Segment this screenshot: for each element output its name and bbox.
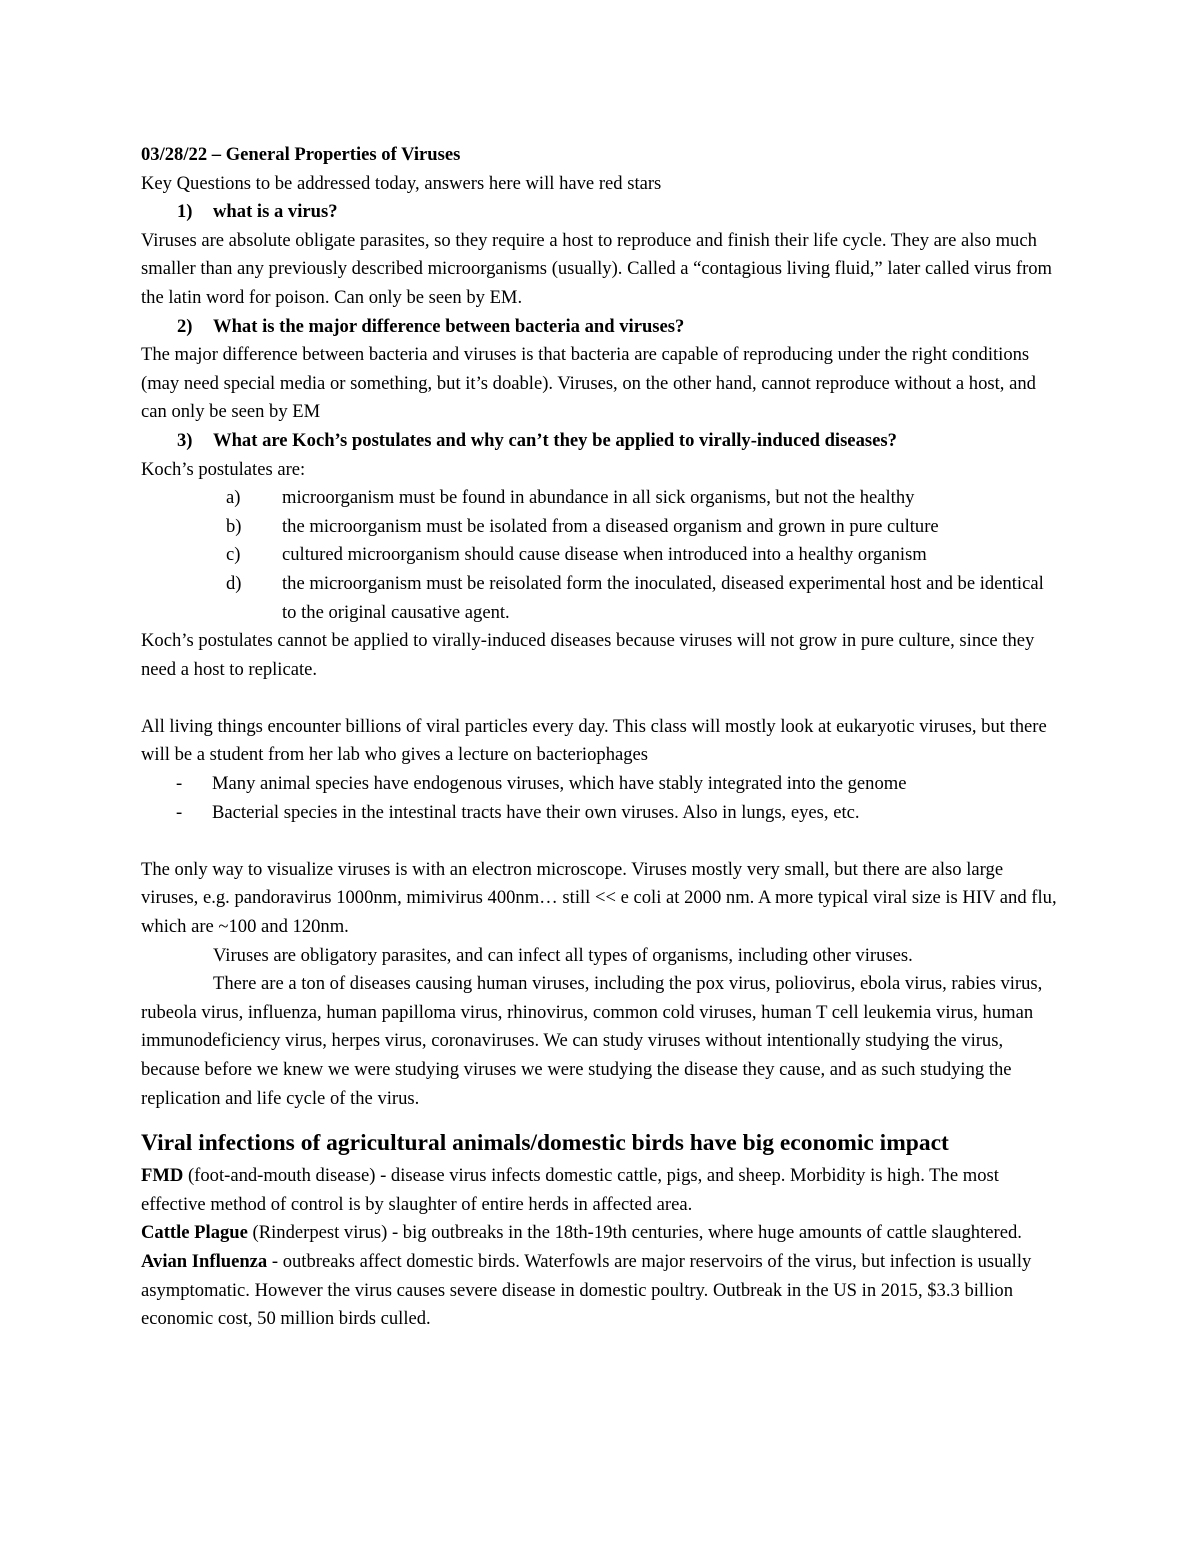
- list-item: [141, 570, 1061, 627]
- paragraph-obligatory: Viruses are obligatory parasites, and can infect all types of organisms, including other viruses.: [213, 944, 913, 966]
- dash-list: [141, 770, 1061, 827]
- list-item: [141, 799, 1061, 828]
- list-marker: c): [226, 544, 241, 566]
- avian-influenza-text: - outbreaks affect domestic birds. Waterfowls are major reservoirs of the virus, but infection is usually asymptomatic. However the virus causes severe disease in domestic poultry. Outbreak in the US in 2015, $3.3 billion economic cost, 50 million birds culled.: [141, 1250, 1032, 1330]
- document-body: [141, 141, 1061, 1334]
- paragraph-cattle-plague: [141, 1219, 1061, 1248]
- list-item-text: microorganism must be found in abundance in all sick organisms, but not the healthy: [282, 487, 915, 509]
- list-marker: a): [226, 487, 241, 509]
- list-marker: -: [176, 773, 183, 795]
- answer-2: The major difference between bacteria and viruses is that bacteria are capable of reproducing under the right conditions (may need special media or something, but it’s doable). Viruses, on the other hand, cannot reproduce without a host, and can only be seen by EM: [141, 344, 1036, 423]
- term-cattle-plague: Cattle Plague: [141, 1222, 248, 1244]
- list-marker: -: [176, 801, 183, 823]
- koch-conclusion: Koch’s postulates cannot be applied to virally-induced diseases because viruses will not grow in pure culture, since they need a host to replicate.: [141, 630, 1035, 680]
- list-item: [141, 513, 1061, 542]
- list-item: [141, 484, 1061, 513]
- intro-text: Key Questions to be addressed today, answers here will have red stars: [141, 172, 662, 194]
- cattle-plague-text: (Rinderpest virus) - big outbreaks in the 18th-19th centuries, where huge amounts of cattle slaughtered.: [247, 1222, 1022, 1244]
- paragraph-diseases: There are a ton of diseases causing human viruses, including the pox virus, poliovirus, ebola virus, rabies virus, rubeola virus, influenza, human papilloma virus, rhinovirus, common cold viruses, human T cell leukemia virus, human immunodeficiency virus, herpes virus, coronaviruses. We can study viruses without intentionally studying the virus, because before we knew we were studying viruses we were studying the disease they cause, and as such studying the replication and life cycle of the virus.: [141, 973, 1043, 1109]
- fmd-text: (foot-and-mouth disease) - disease virus infects domestic cattle, pigs, and sheep. Morbidity is high. The most effective method of control is by slaughter of entire herds in affected area.: [141, 1165, 999, 1215]
- question-text: What is the major difference between bacteria and viruses?: [213, 315, 685, 337]
- page-title: 03/28/22 – General Properties of Viruses: [141, 144, 461, 165]
- list-item-text: cultured microorganism should cause disease when introduced into a healthy organism: [282, 544, 927, 566]
- list-marker: d): [226, 572, 242, 594]
- list-item-text: the microorganism must be isolated from a diseased organism and grown in pure culture: [282, 515, 939, 537]
- question-number: 2): [177, 315, 193, 337]
- answer-1: Viruses are absolute obligate parasites, so they require a host to reproduce and finish their life cycle. They are also much smaller than any previously described microorganisms (usually). Called a “contagious living fluid,” later called virus from the latin word for poison. Can only be seen by EM.: [141, 229, 1053, 308]
- question-number: 3): [177, 429, 193, 451]
- question-1: [141, 198, 1061, 227]
- term-avian-influenza: Avian Influenza: [141, 1250, 268, 1272]
- koch-postulates-list: [141, 484, 1061, 627]
- question-2: [141, 313, 1061, 342]
- paragraph-fmd: [141, 1162, 1061, 1219]
- question-text: What are Koch’s postulates and why can’t they be applied to virally-induced diseases?: [213, 429, 897, 451]
- list-item: [141, 770, 1061, 799]
- question-number: 1): [177, 201, 193, 223]
- paragraph-visualize: The only way to visualize viruses is with an electron microscope. Viruses mostly very small, but there are also large viruses, e.g. pandoravirus 1000nm, mimivirus 400nm… still << e coli at 2000 nm. A more typical viral size is HIV and flu, which are ~100 and 120nm.: [141, 858, 1057, 938]
- koch-intro: Koch’s postulates are:: [141, 458, 306, 480]
- question-text: what is a virus?: [213, 201, 338, 223]
- list-item-text: the microorganism must be reisolated form the inoculated, diseased experimental host and be identical to the original causative agent.: [282, 572, 1044, 623]
- list-item-text: Bacterial species in the intestinal tracts have their own viruses. Also in lungs, eyes, etc.: [212, 801, 860, 823]
- paragraph-avian-influenza: [141, 1248, 1061, 1334]
- spacer: [141, 827, 1061, 856]
- paragraph-living-things: All living things encounter billions of viral particles every day. This class will mostly look at eukaryotic viruses, but there will be a student from her lab who gives a lecture on bacteriophages: [141, 715, 1047, 766]
- question-3: [141, 427, 1061, 456]
- spacer: [141, 684, 1061, 713]
- term-fmd: FMD: [141, 1165, 184, 1187]
- list-item-text: Many animal species have endogenous viruses, which have stably integrated into the genome: [212, 773, 907, 795]
- section-heading: Viral infections of agricultural animals/domestic birds have big economic impact: [141, 1130, 949, 1157]
- list-marker: b): [226, 515, 242, 537]
- list-item: [141, 541, 1061, 570]
